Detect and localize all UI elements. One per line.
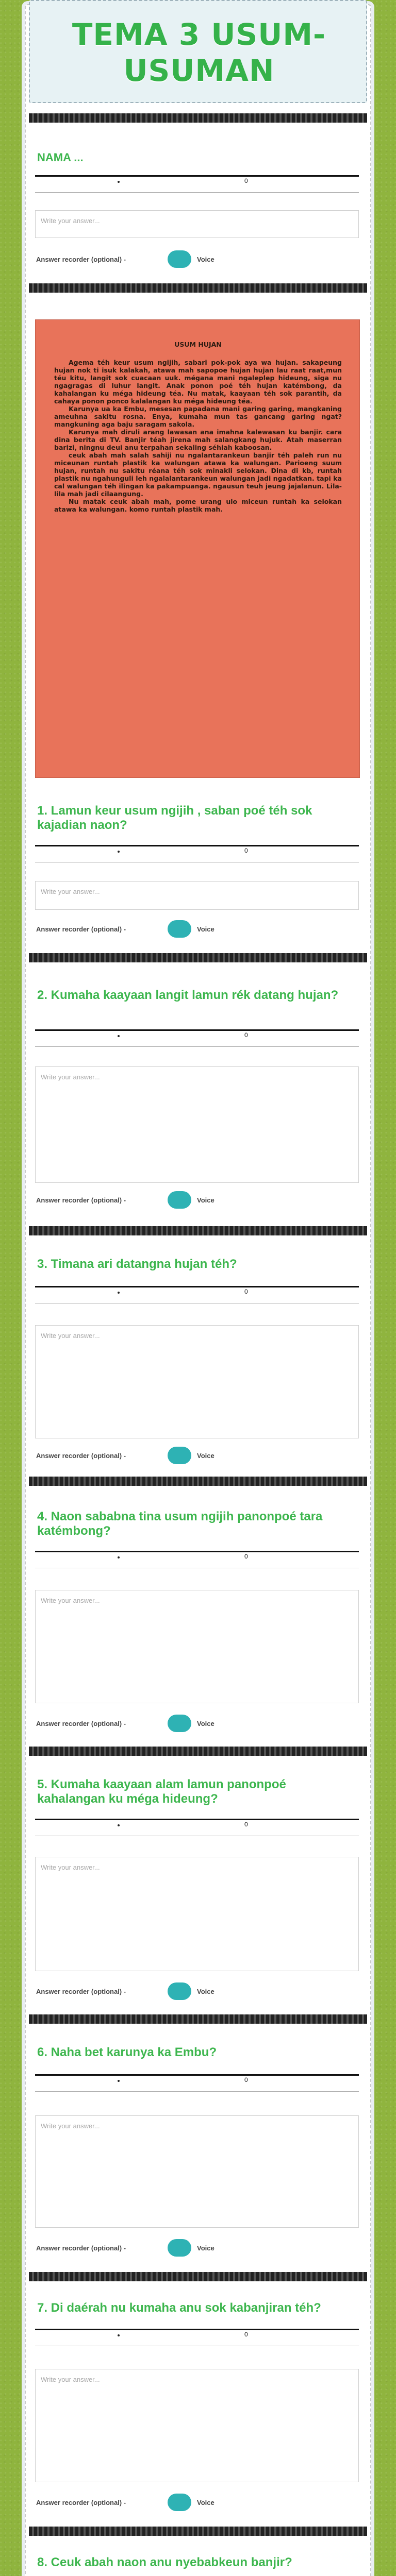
answer-field[interactable]: Write your answer... — [35, 1066, 359, 1183]
recorder-label: Answer recorder (optional) - — [36, 1720, 126, 1727]
recorder-label: Answer recorder (optional) - — [36, 1196, 126, 1204]
player-time: 0 — [244, 1031, 248, 1039]
player-time: 0 — [244, 1553, 248, 1560]
answer-recorder — [36, 2494, 345, 2511]
answer-field[interactable]: Write your answer... — [35, 881, 359, 910]
story-text — [54, 341, 342, 513]
voice-label: Voice — [197, 925, 214, 933]
divider-stripe — [29, 1226, 367, 1235]
player-time: 0 — [244, 2331, 248, 2338]
voice-label: Voice — [197, 256, 214, 263]
voice-label: Voice — [197, 2244, 214, 2252]
voice-label: Voice — [197, 1452, 214, 1460]
answer-recorder — [36, 1715, 345, 1732]
answer-recorder — [36, 2239, 345, 2257]
answer-field[interactable]: Write your answer... — [35, 1857, 359, 1971]
recorder-label: Answer recorder (optional) - — [36, 1452, 126, 1460]
player-time: 0 — [244, 2076, 248, 2083]
record-button[interactable] — [168, 1447, 191, 1464]
story-paragraph: Nu matak ceuk abah mah, pome urang ulo miceun runtah ka selokan atawa ka walungan. komo runtah plastik mah. — [54, 498, 342, 513]
answer-recorder — [36, 920, 345, 938]
divider-stripe — [29, 2272, 367, 2281]
progress-marker[interactable] — [118, 1824, 120, 1826]
player-time: 0 — [244, 1821, 248, 1828]
answer-field[interactable]: Write your answer... — [35, 1325, 359, 1438]
recorder-label: Answer recorder (optional) - — [36, 925, 126, 933]
divider-stripe — [29, 113, 367, 123]
story-paragraph: Karunya ua ka Embu, mesesan papadana mani garing garing, mangkaning ameuhna sakitu rosna. Enya, kumaha mun tas gancang garing ngat? mangkuning aga baju saragam sakola. — [54, 405, 342, 428]
voice-label: Voice — [197, 2499, 214, 2506]
question-label: 8. Ceuk abah naon anu nyebabkeun banjir? — [37, 2555, 292, 2569]
answer-field[interactable]: Write your answer... — [35, 2115, 359, 2228]
question-label: 3. Timana ari datangna hujan téh? — [37, 1257, 237, 1271]
recorder-label: Answer recorder (optional) - — [36, 2244, 126, 2252]
player-time: 0 — [244, 847, 248, 854]
question-label: 6. Naha bet karunya ka Embu? — [37, 2045, 217, 2059]
divider-stripe — [29, 953, 367, 962]
progress-marker[interactable] — [118, 851, 120, 853]
player-time: 0 — [244, 177, 248, 184]
divider-stripe — [29, 1747, 367, 1756]
answer-recorder — [36, 250, 345, 268]
record-button[interactable] — [168, 1191, 191, 1209]
story-image — [35, 319, 360, 778]
recorder-label: Answer recorder (optional) - — [36, 256, 126, 263]
audio-player[interactable] — [35, 1819, 359, 1833]
record-button[interactable] — [168, 2239, 191, 2257]
divider-stripe — [29, 1477, 367, 1486]
story-title: USUM HUJAN — [174, 341, 222, 348]
story-paragraph: Karunya mah diruli arang lawasan ana imahna kalewasan ku banjir. cara dina berita di TV. Banjir téah jirena mah salangkang hujuk. Atah maserran barizi, ningnu deui anu terpahan sekaling séhiah kaboosan. — [54, 428, 342, 451]
question-label: 5. Kumaha kaayaan alam lamun panonpoé kahalangan ku méga hideung? — [37, 1777, 286, 1806]
record-button[interactable] — [168, 1715, 191, 1732]
record-button[interactable] — [168, 1982, 191, 2000]
recorder-label: Answer recorder (optional) - — [36, 1988, 126, 1995]
answer-recorder — [36, 1447, 345, 1464]
progress-marker[interactable] — [118, 181, 120, 183]
record-button[interactable] — [168, 2494, 191, 2511]
answer-field[interactable]: Write your answer... — [35, 1590, 359, 1703]
answer-recorder — [36, 1982, 345, 2000]
voice-label: Voice — [197, 1196, 214, 1204]
question-label: 7. Di daérah nu kumaha anu sok kabanjiran téh? — [37, 2301, 321, 2315]
progress-marker[interactable] — [118, 2334, 120, 2336]
voice-label: Voice — [197, 1988, 214, 1995]
progress-marker[interactable] — [118, 2080, 120, 2082]
worksheet-title: TEMA 3 USUM-USUMAN — [72, 17, 326, 88]
story-paragraph: ceuk abah mah salah sahiji nu ngalantarankeun banjir téh paleh run nu miceunan runtah plastik ka walungan atawa ka walungan. Parioeng suum hujan, runtah nu sakitu réana téh sok minakli selokan. Dina di kb, runtah plastik nu ngahunguli leh ngalalantarankeun walungan jadi ngadatkan. tapi ka cal walungan téh ilingan ka pakampuanga. ngausun teuh jeung jajalanun. Lila-lila mah jadi cilaangung. — [54, 451, 342, 498]
audio-player[interactable] — [35, 2074, 359, 2089]
question-label: 2. Kumaha kaayaan langit lamun rék datang hujan? — [37, 988, 339, 1002]
recorder-label: Answer recorder (optional) - — [36, 2499, 126, 2506]
answer-field[interactable]: Write your answer... — [35, 2369, 359, 2482]
divider-stripe — [29, 2527, 367, 2536]
question-label: 4. Naon sababna tina usum ngijih panonpoé tara katémbong? — [37, 1510, 323, 1538]
question-label: 1. Lamun keur usum ngijih , saban poé téh sok kajadian naon? — [37, 804, 312, 832]
audio-player[interactable] — [35, 2329, 359, 2343]
audio-player[interactable] — [35, 1551, 359, 1565]
audio-player[interactable] — [35, 1029, 359, 1044]
record-button[interactable] — [168, 920, 191, 938]
progress-marker[interactable] — [118, 1035, 120, 1037]
progress-marker[interactable] — [118, 1292, 120, 1294]
audio-player[interactable] — [35, 845, 359, 859]
voice-label: Voice — [197, 1720, 214, 1727]
answer-recorder — [36, 1191, 345, 1209]
divider-stripe — [29, 2014, 367, 2024]
divider-stripe — [29, 283, 367, 293]
audio-player[interactable] — [35, 1286, 359, 1300]
progress-marker[interactable] — [118, 1556, 120, 1558]
player-time: 0 — [244, 1288, 248, 1295]
name-answer-field[interactable]: Write your answer... — [35, 210, 359, 238]
name-label: NAMA ... — [37, 151, 84, 164]
record-button[interactable] — [168, 250, 191, 268]
worksheet-header — [29, 0, 367, 103]
audio-player[interactable] — [35, 175, 359, 190]
story-paragraph: Agema téh keur usum ngijih, sabari pok-pok aya wa hujan. sakapeung hujan nok ti isuk kalakah, atawa mah sapopoe hujan hujan lau raat raat,mun téu kitu, langit sok cuacaan uuk. mégana mani ngaleplep hideung, siga nu ngagragas di luhur langit. Anak ponon poé téh hujan katémbong, da kahalangan ku méga hideung téa. Nu matak, kaayaan téh sok parantih, da cahaya ponon ponco kalalangan ku méga hideung téa. — [54, 359, 342, 405]
